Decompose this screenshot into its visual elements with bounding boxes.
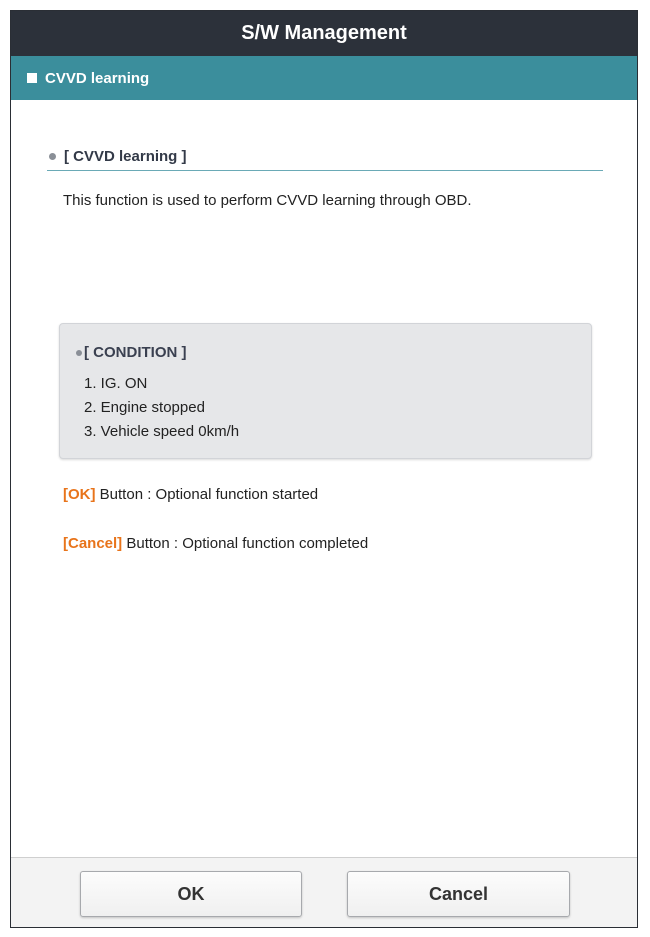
dialog-window [10,10,638,928]
content-heading [47,143,603,171]
section-header [11,56,637,100]
window-title: S/W Management [11,11,637,56]
condition-item: 1. IG. ON [84,375,148,392]
content-heading-label: [ CVVD learning ] [64,148,187,165]
square-bullet-icon [27,73,37,83]
condition-item: 2. Engine stopped [84,399,205,416]
cancel-button-note [63,535,368,552]
cancel-note-text: Button : Optional function completed [122,535,369,552]
cancel-button[interactable]: Cancel [347,871,570,917]
condition-panel [59,323,592,459]
condition-title-label: [ CONDITION ] [84,344,187,361]
bullet-dot-icon [49,153,56,160]
bullet-dot-icon [76,350,82,356]
button-bar [11,857,637,928]
cancel-tag: [Cancel] [63,535,123,552]
condition-list [84,372,239,444]
function-description: This function is used to perform CVVD learning through OBD. [63,192,472,209]
condition-title [74,344,187,361]
ok-tag: [OK] [63,486,96,503]
ok-button-note [63,486,318,503]
ok-button[interactable]: OK [80,871,302,917]
condition-item: 3. Vehicle speed 0km/h [84,423,240,440]
ok-note-text: Button : Optional function started [95,486,319,503]
section-title: CVVD learning [45,69,150,87]
